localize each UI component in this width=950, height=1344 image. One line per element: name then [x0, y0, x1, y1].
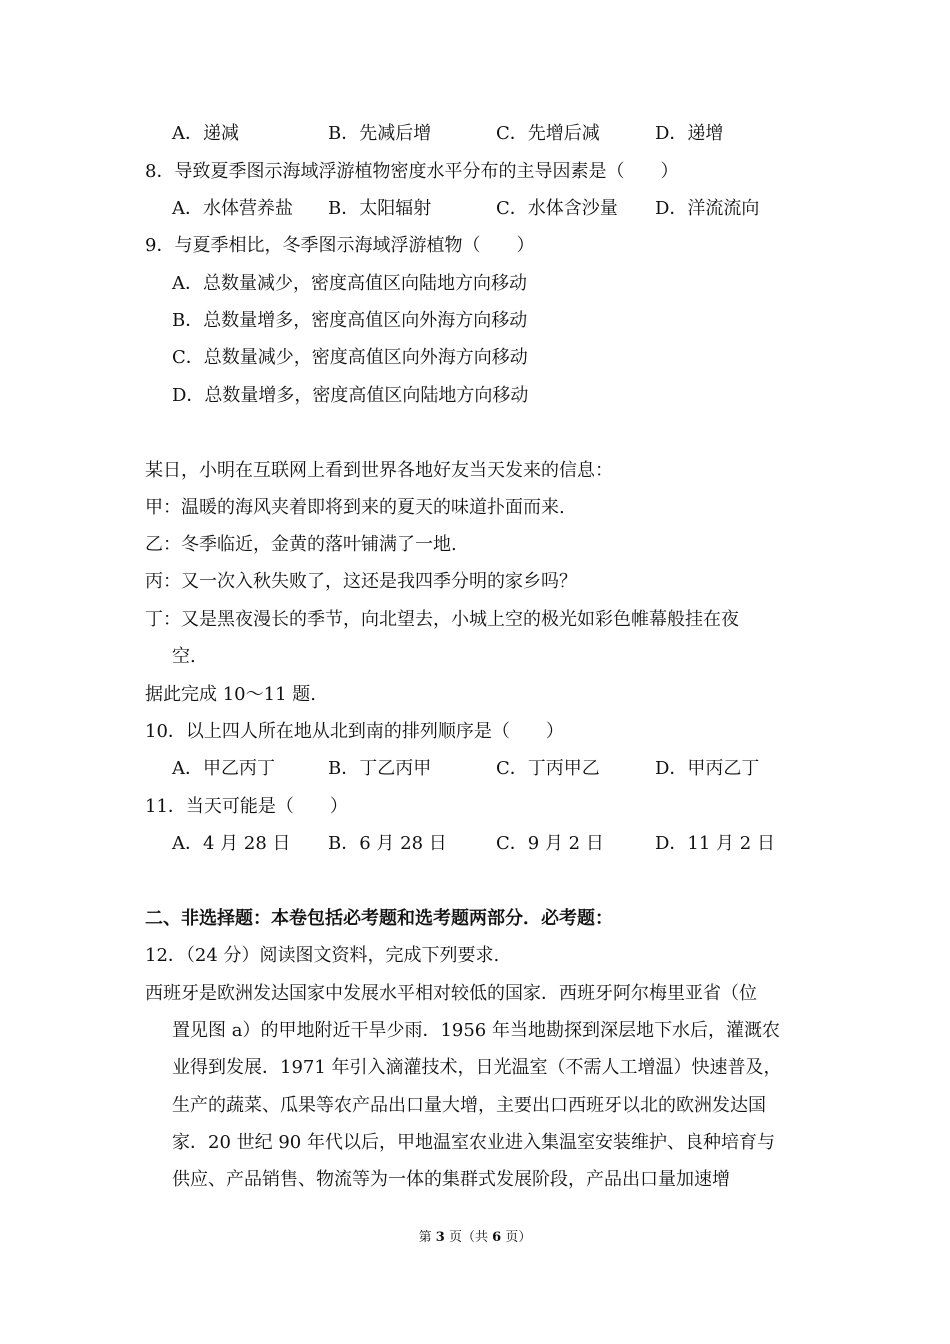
- page-footer: [0, 1229, 950, 1247]
- q11-option-d[interactable]: D．11 月 2 日: [655, 833, 775, 854]
- q11-stem: 11．当天可能是（ ）: [145, 796, 348, 817]
- passage-ding-line1: 丁：又是黑夜漫长的季节，向北望去，小城上空的极光如彩色帷幕般挂在夜: [145, 609, 739, 630]
- footer-prefix: 第: [418, 1230, 432, 1245]
- q8-option-c[interactable]: C．水体含沙量: [496, 198, 618, 219]
- passage-bing: 丙：又一次入秋失败了，这还是我四季分明的家乡吗？: [145, 571, 577, 592]
- q8-option-a[interactable]: A．水体营养盐: [172, 198, 293, 219]
- q12-text-line-6: 供应、产品销售、物流等为一体的集群式发展阶段，产品出口量加速增: [172, 1169, 730, 1190]
- q9-option-c[interactable]: C．总数量减少，密度高值区向外海方向移动: [172, 347, 528, 368]
- q10-stem: 10．以上四人所在地从北到南的排列顺序是（ ）: [145, 721, 564, 742]
- q7-option-c[interactable]: C．先增后减: [496, 123, 600, 144]
- footer-middle: 页（共: [448, 1230, 488, 1245]
- q9-option-a[interactable]: A．总数量减少，密度高值区向陆地方向移动: [172, 273, 527, 294]
- q12-text-line-4: 生产的蔬菜、瓜果等农产品出口量大增，主要出口西班牙以北的欧洲发达国: [172, 1095, 766, 1116]
- footer-total-pages: 6: [492, 1230, 502, 1245]
- q10-option-b[interactable]: B．丁乙丙甲: [328, 758, 432, 779]
- q11-option-a[interactable]: A．4 月 28 日: [172, 833, 291, 854]
- q9-option-d[interactable]: D．总数量增多，密度高值区向陆地方向移动: [172, 385, 529, 406]
- section-2-heading: 二、非选择题：本卷包括必考题和选考题两部分．必考题：: [145, 908, 613, 929]
- q10-option-a[interactable]: A．甲乙丙丁: [172, 758, 275, 779]
- q9-stem: 9．与夏季相比，冬季图示海域浮游植物（ ）: [145, 235, 535, 256]
- q12-text-line-2: 置见图 a）的甲地附近干旱少雨．1956 年当地勘探到深层地下水后，灌溉农: [172, 1020, 780, 1041]
- footer-page-number: 3: [435, 1230, 445, 1245]
- q7-option-d[interactable]: D．递增: [655, 123, 724, 144]
- q12-stem: 12．（24 分）阅读图文资料，完成下列要求.: [145, 945, 500, 966]
- q12-text-line-5: 家．20 世纪 90 年代以后，甲地温室农业进入集温室安装维护、良种培育与: [172, 1132, 775, 1153]
- passage-jia: 甲：温暖的海风夹着即将到来的夏天的味道扑面而来.: [145, 497, 565, 518]
- passage-yi: 乙：冬季临近，金黄的落叶铺满了一地.: [145, 534, 457, 555]
- footer-suffix: 页）: [505, 1230, 532, 1245]
- passage-intro: 某日，小明在互联网上看到世界各地好友当天发来的信息：: [145, 460, 613, 481]
- passage-ding-line2: 空.: [172, 646, 196, 667]
- q12-text-line-3: 业得到发展．1971 年引入滴灌技术，日光温室（不需人工增温）快速普及，: [172, 1057, 782, 1078]
- q11-option-b[interactable]: B．6 月 28 日: [328, 833, 447, 854]
- q7-option-b[interactable]: B．先减后增: [328, 123, 432, 144]
- q8-option-b[interactable]: B．太阳辐射: [328, 198, 432, 219]
- q9-option-b[interactable]: B．总数量增多，密度高值区向外海方向移动: [172, 310, 528, 331]
- q12-text-line-1: 西班牙是欧洲发达国家中发展水平相对较低的国家．西班牙阿尔梅里亚省（位: [145, 983, 757, 1004]
- q10-option-d[interactable]: D．甲丙乙丁: [655, 758, 760, 779]
- q7-option-a[interactable]: A．递减: [172, 123, 239, 144]
- q8-stem: 8．导致夏季图示海域浮游植物密度水平分布的主导因素是（ ）: [145, 161, 679, 182]
- q11-option-c[interactable]: C．9 月 2 日: [496, 833, 604, 854]
- passage-task: 据此完成 10～11 题.: [145, 684, 316, 705]
- q10-option-c[interactable]: C．丁丙甲乙: [496, 758, 600, 779]
- q8-option-d[interactable]: D．洋流流向: [655, 198, 760, 219]
